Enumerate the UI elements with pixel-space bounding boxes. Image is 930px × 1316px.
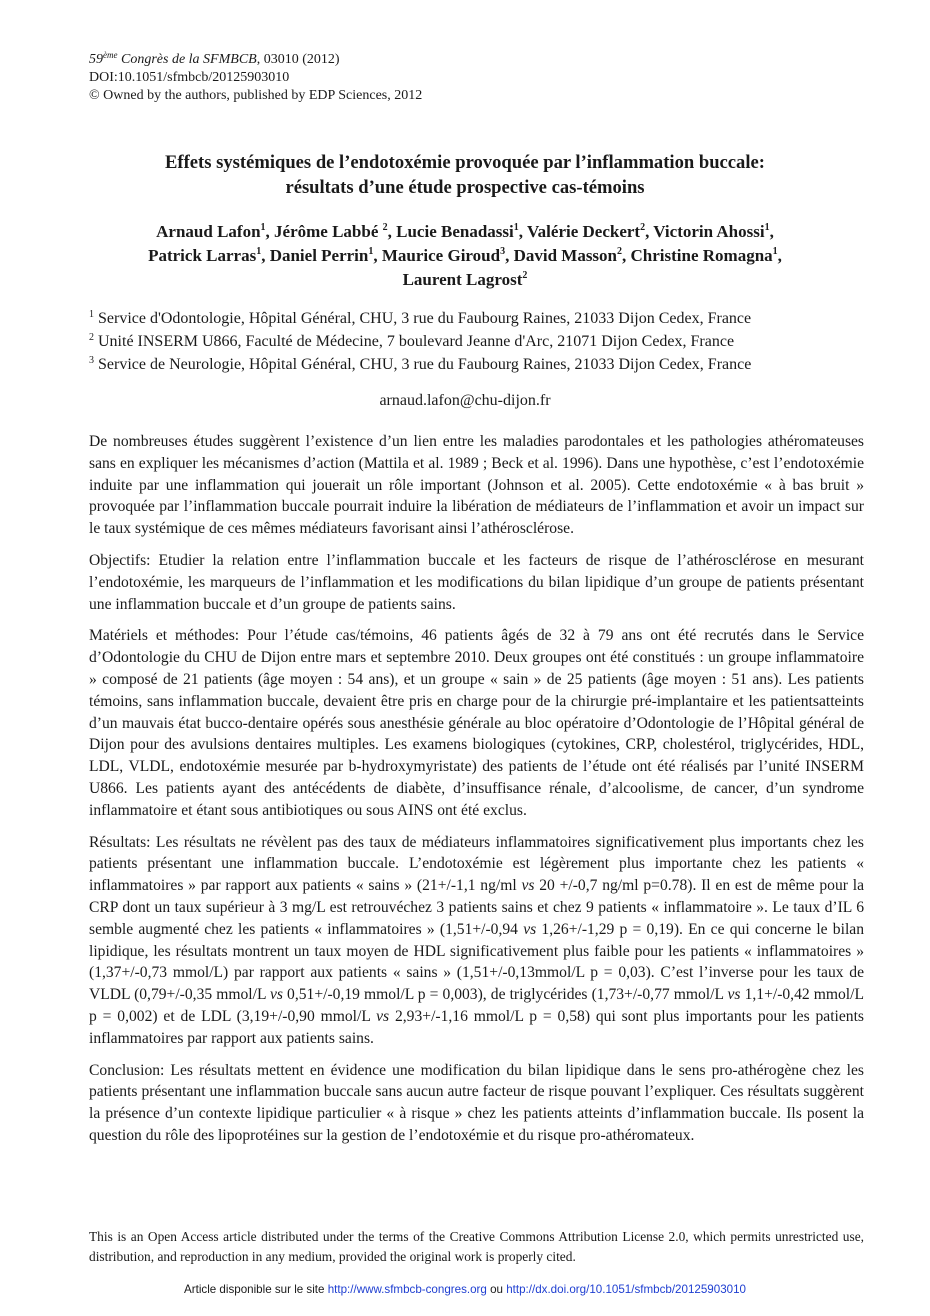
congress-number: 59 — [89, 52, 103, 67]
author-name: Arnaud Lafon — [156, 222, 261, 241]
author-name: Daniel Perrin — [269, 246, 369, 265]
author-affiliation-mark: 1 — [772, 246, 778, 257]
doi-line: DOI:10.1051/sfmbcb/20125903010 — [89, 70, 290, 85]
author-affiliation-mark: 3 — [500, 246, 506, 257]
affiliation-item — [89, 330, 751, 353]
license-notice: This is an Open Access article distributed under the terms of the Creative Commons Attribution License 2.0, which permits unrestricted use, distribution, and reproduction in any medium, provided the original work is properly cited. — [89, 1229, 864, 1264]
paper-title — [60, 150, 870, 200]
author-affiliation-mark: 1 — [368, 246, 374, 257]
congress-line — [89, 51, 422, 69]
author-name: Jérôme Labbé — [274, 222, 383, 241]
abstract-body — [89, 431, 864, 1157]
contact-email: arnaud.lafon@chu-dijon.fr — [379, 392, 551, 409]
affiliation-item — [89, 307, 751, 330]
footer-prefix: Article disponible sur le site — [184, 1283, 328, 1296]
affiliation-number: 2 — [89, 332, 94, 343]
author-name: Lucie Benadassi — [396, 222, 514, 241]
affiliation-number: 1 — [89, 309, 94, 320]
author-name: Patrick Larras — [148, 246, 257, 265]
author-affiliation-mark: 2 — [617, 246, 622, 257]
author-line-1: Arnaud Lafon$^1$, Jérôme Labbé $^2$, Lucie Benadassi$^1$, Valérie Deckert$^2$, Victorin Ahossi$^1$, — [156, 222, 774, 241]
conclusion-paragraph: Conclusion: Les résultats mettent en évidence une modification du bilan lipidique dans le sens pro-athérogène chez les patients présentant une inflammation buccale sans aucun autre facteur de risque pouvant l’expliquer. Ces résultats suggèrent la présence d’un contexte lipidique particulier « à risque » chez les patients atteints d’inflammation buccale. Ils posent la question du rôle des lipoprotéines sur la gestion de l’endotoxémie et du risque pro-athéromateux. — [89, 1061, 864, 1144]
congress-site-link[interactable]: http://www.sfmbcb-congres.org — [327, 1283, 487, 1296]
title-line-2: résultats d’une étude prospective cas-témoins — [285, 177, 645, 198]
author-name: Laurent Lagrost — [402, 270, 523, 289]
page-footer — [0, 1282, 930, 1298]
author-name: Christine Romagna — [630, 246, 773, 265]
doi-link[interactable]: http://dx.doi.org/10.1051/sfmbcb/20125903010 — [506, 1283, 746, 1296]
objectives-paragraph: Objectifs: Etudier la relation entre l’inflammation buccale et les facteurs de risque de l’athérosclérose en mesurant l’endotoxémie, les marqueurs de l’inflammation et les modifications du bilan lipidique d’un groupe de patients présentant une inflammation buccale et d’un groupe de patients sains. — [89, 551, 864, 613]
author-affiliation-mark: 2 — [522, 270, 528, 281]
congress-ordinal: ème — [103, 50, 118, 60]
author-name: Maurice Giroud — [381, 246, 501, 265]
author-name: David Masson — [513, 246, 617, 265]
footer-connector: ou — [486, 1283, 507, 1296]
intro-paragraph: De nombreuses études suggèrent l’existence d’un lien entre les maladies parodontales et les pathologies athéromateuses sans en expliquer les mécanismes d’action (Mattila et al. 1989 ; Beck et al. 1996). Dans une hypothèse, c’est l’endotoxémie induite par une inflammation qui jouerait un rôle important (Johnson et al. 2005). Cette endotoxémie « à bas bruit » provoquée par l’inflammation buccale pourrait induire la libération de médiateurs de l’inflammation et avoir un impact sur le taux systémique de ces mêmes médiateurs favorisant ainsi l’athérosclérose. — [89, 433, 864, 538]
author-name: Victorin Ahossi — [653, 222, 765, 241]
affiliation-list — [89, 307, 751, 376]
author-affiliation-mark: 1 — [260, 222, 266, 233]
author-line-2: Patrick Larras$^1$, Daniel Perrin$^1$, Maurice Giroud$^3$, David Masson$^2$, Christine Romagna$^1$, — [148, 246, 782, 265]
affiliation-item — [89, 353, 751, 376]
congress-ref: , 03010 (2012) — [256, 52, 340, 67]
author-affiliation-mark: 2 — [640, 222, 646, 233]
congress-name: Congrès de la SFMBCB — [121, 52, 257, 67]
methods-paragraph: Matériels et méthodes: Pour l’étude cas/témoins, 46 patients âgés de 32 à 79 ans ont été recrutés dans le Service d’Odontologie du CHU de Dijon entre mars et septembre 2010. Deux groupes ont été constitués : un groupe inflammatoire » composé de 21 patients (âge moyen : 54 ans), et un groupe « sain » de 25 patients (âge moyen : 51 ans). Les patients témoins, sans inflammation buccale, devaient être pris en charge pour de la chirurgie pré-implantaire et les patientsatteints d’un mauvais état bucco-dentaire opérés sous anesthésie générale au bloc opératoire d’Odontologie de l’Hôpital général de Dijon pour des avulsions dentaires multiples. Les examens biologiques (cytokines, CRP, cholestérol, triglycérides, HDL, LDL, VLDL, endotoxémie mesurée par b-hydroxymyristate) des patients de l’étude ont été réalisés par l’unité INSERM U866. Les patients ayant des antécédents de diabète, d’insuffisance rénale, d’alcoolisme, de cancer, d’un syndrome inflammatoire et étant sous antibiotiques ou sous AINS ont été exclus. — [89, 627, 864, 819]
author-affiliation-mark: 1 — [764, 222, 770, 233]
affiliation-text: Unité INSERM U866, Faculté de Médecine, 7 boulevard Jeanne d'Arc, 21071 Dijon Cedex, France — [94, 333, 735, 350]
author-affiliation-mark: 2 — [382, 222, 388, 233]
author-name: Valérie Deckert — [526, 222, 641, 241]
author-affiliation-mark: 1 — [513, 222, 519, 233]
author-list — [60, 220, 870, 292]
results-paragraph: Résultats: Les résultats ne révèlent pas des taux de médiateurs inflammatoires significativement plus importants chez les patients présentant une inflammation buccale. L’endotoxémie est légèrement plus importante chez les patients « inflammatoires » par rapport aux patients « sains » (21+/-1,1 ng/ml vs 20 +/-0,7 ng/ml p=0.78). Il en est de même pour la CRP dont un taux supérieur à 3 mg/L est retrouvéchez 3 patients sains et chez 9 patients « inflammatoire ». Le taux d’IL 6 semble augmenté chez les patients « inflammatoires » (1,51+/-0,94 vs 1,26+/-1,29 p = 0,19). En ce qui concerne le bilan lipidique, les résultats montrent un taux moyen de HDL significativement plus faible pour les patients « inflammatoires » (1,37+/-0,73 mmol/L) par rapport aux patients « sains » (1,51+/-0,13mmol/L p = 0,03). C’est l’inverse pour les taux de VLDL (0,79+/-0,35 mmol/L vs 0,51+/-0,19 mmol/L p = 0,003), de triglycérides (1,73+/-0,77 mmol/L vs 1,1+/-0,42 mmol/L p = 0,002) et de LDL (3,19+/-0,90 mmol/L vs 2,93+/-1,16 mmol/L p = 0,58) qui sont plus importants pour les patients inflammatoires par rapport aux patients sains. — [89, 833, 864, 1047]
affiliation-text: Service d'Odontologie, Hôpital Général, CHU, 3 rue du Faubourg Raines, 21033 Dijon Cedex, France — [94, 310, 752, 327]
author-affiliation-mark: 1 — [256, 246, 262, 257]
journal-header — [89, 51, 422, 105]
author-line-3 — [60, 268, 870, 292]
affiliation-number: 3 — [89, 355, 94, 366]
copyright-line: © Owned by the authors, published by EDP Sciences, 2012 — [89, 88, 423, 103]
affiliation-text: Service de Neurologie, Hôpital Général, CHU, 3 rue du Faubourg Raines, 21033 Dijon Cedex, France — [94, 356, 752, 373]
title-line-1: Effets systémiques de l’endotoxémie provoquée par l’inflammation buccale: — [165, 152, 765, 173]
